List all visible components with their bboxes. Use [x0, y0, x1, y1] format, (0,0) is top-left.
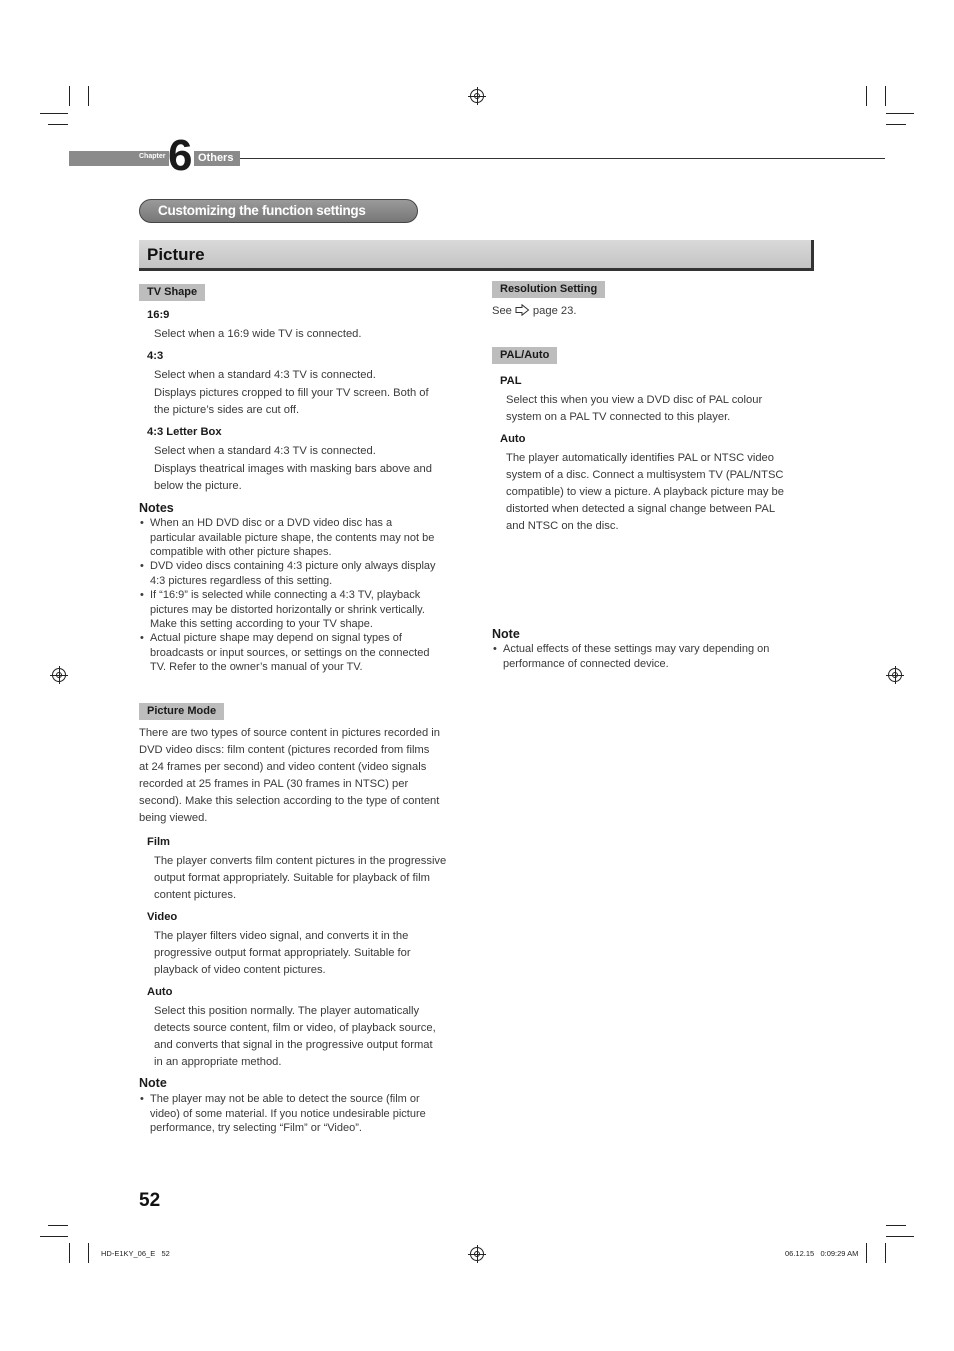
option-text — [506, 450, 816, 535]
note-line: performance, try selecting “Film” or “Video”. — [150, 1122, 362, 1134]
tag-pal-auto: PAL/Auto — [492, 347, 557, 364]
crop-mark — [866, 1243, 867, 1263]
option-label: 4:3 — [147, 350, 164, 362]
note-line: compatible with other picture shapes. — [150, 546, 332, 558]
note-line: particular available picture shape, the contents may not be — [150, 531, 435, 544]
crop-mark — [88, 86, 89, 106]
page-arrow-icon — [515, 304, 530, 316]
note-line: • The player may not be able to detect the source (film or — [150, 1093, 420, 1105]
note-bullet — [139, 631, 469, 675]
note-bullet — [139, 516, 469, 560]
option-text: Displays pictures cropped to fill your TV screen. Both of — [154, 387, 429, 399]
note-line: • Actual picture shape may depend on signal types of — [150, 632, 402, 644]
resolution-see — [492, 303, 576, 320]
page-reference-link[interactable]: page 23. — [532, 305, 577, 317]
crop-mark — [40, 113, 68, 114]
option-text: Select when a standard 4:3 TV is connected. — [154, 369, 376, 381]
text-line: system of a disc. Connect a multisystem TV (PAL/NTSC — [506, 469, 784, 481]
crop-mark — [886, 1236, 914, 1237]
crop-mark — [866, 86, 867, 106]
option-text: below the picture. — [154, 480, 242, 492]
note-line: Make this setting according to your TV shape. — [150, 618, 373, 630]
note-line: video) of some material. If you notice undesirable picture — [150, 1107, 426, 1120]
text-line: recorded at 25 frames in PAL (30 frames in NTSC) per — [139, 778, 409, 790]
tag-picture-mode: Picture Mode — [139, 703, 224, 720]
text-line: compatible) to view a picture. A playback picture may be — [506, 486, 784, 498]
note-line: performance of connected device. — [503, 657, 669, 670]
crop-mark — [48, 1225, 68, 1226]
text-line: in an appropriate method. — [154, 1056, 282, 1068]
text-line: output format appropriately. Suitable for playback of film — [154, 872, 430, 884]
note-heading: Note — [139, 1076, 167, 1090]
option-label: Video — [147, 911, 178, 923]
text-line: distorted when detected a signal change between PAL — [506, 503, 776, 515]
note-line: • If “16:9” is selected while connecting a 4:3 TV, playback — [150, 589, 421, 601]
text-line: progressive output format appropriately. Suitable for — [154, 947, 411, 959]
text-line: and converts that signal in the progressive output format — [154, 1039, 433, 1051]
tag-tv-shape: TV Shape — [139, 284, 205, 301]
option-label: PAL — [500, 375, 522, 387]
section-header — [139, 240, 814, 271]
crop-mark — [88, 1243, 89, 1263]
chapter-word: Chapter — [139, 153, 166, 160]
continued-heading: Customizing the function settings (Continued) — [139, 199, 418, 223]
chapter-title: Others — [198, 152, 234, 164]
text-line: playback of video content pictures. — [154, 964, 326, 976]
text-line: DVD video discs: film content (pictures recorded from films — [139, 744, 430, 756]
option-label: Film — [147, 836, 170, 848]
section-title: Picture — [147, 245, 205, 264]
text-line: and NTSC on the disc. — [506, 520, 619, 532]
text-line: content pictures. — [154, 889, 237, 901]
option-label: 16:9 — [147, 309, 170, 321]
crop-mark — [886, 113, 914, 114]
crop-mark — [885, 86, 886, 106]
option-text — [154, 853, 474, 904]
text-line: detects source content, film or video, of playback source, — [154, 1022, 436, 1034]
note-bullet — [492, 642, 812, 671]
chapter-rule — [240, 158, 885, 159]
option-text — [154, 928, 474, 979]
text-line: system on a PAL TV connected to this player. — [506, 411, 731, 423]
slug-left: HD-E1KY_06_E 52 — [101, 1249, 170, 1258]
page-number: 52 — [139, 1190, 161, 1211]
crop-mark — [886, 1225, 906, 1226]
crop-mark — [886, 124, 906, 125]
text-line: at 24 frames per second) and video content (video signals — [139, 761, 427, 773]
see-text: See — [492, 305, 512, 317]
notes-heading: Notes — [139, 501, 174, 515]
picture-mode-intro — [139, 725, 469, 827]
option-text: Displays theatrical images with masking bars above and — [154, 463, 432, 475]
option-text: Select when a 16:9 wide TV is connected. — [154, 328, 362, 340]
registration-mark-icon — [888, 668, 902, 682]
registration-mark-icon — [470, 89, 484, 103]
note-line: TV. Refer to the owner’s manual of your TV. — [150, 661, 363, 673]
note-bullet — [139, 559, 469, 588]
text-line: Select this position normally. The player automatically — [154, 1005, 420, 1017]
text-line: The player automatically identifies PAL or NTSC video — [506, 452, 774, 464]
option-text — [506, 392, 816, 426]
option-text: Select when a standard 4:3 TV is connected. — [154, 445, 376, 457]
crop-mark — [885, 1243, 886, 1263]
chapter-number: 6 — [168, 131, 193, 180]
note-line: broadcasts or input sources, or settings on the connected — [150, 646, 430, 659]
option-label: 4:3 Letter Box — [147, 426, 222, 438]
option-label: Auto — [500, 433, 526, 445]
text-line: Select this when you view a DVD disc of PAL colour — [506, 394, 763, 406]
tag-resolution-setting: Resolution Setting — [492, 281, 605, 298]
text-line: being viewed. — [139, 812, 208, 824]
crop-mark — [40, 1236, 68, 1237]
registration-mark-icon — [52, 668, 66, 682]
note-line: 4:3 pictures regardless of this setting. — [150, 574, 333, 587]
note-line: • When an HD DVD disc or a DVD video disc has a — [150, 517, 393, 529]
text-line: The player filters video signal, and converts it in the — [154, 930, 409, 942]
note-bullet — [139, 588, 469, 632]
note-heading: Note — [492, 627, 520, 641]
registration-mark-icon — [470, 1247, 484, 1261]
note-line: • DVD video discs containing 4:3 picture only always display — [150, 560, 436, 572]
text-line: second). Make this selection according to the type of content — [139, 795, 440, 807]
crop-mark — [69, 86, 70, 106]
crop-mark — [69, 1243, 70, 1263]
option-text — [154, 1003, 474, 1071]
option-label: Auto — [147, 986, 173, 998]
text-line: There are two types of source content in pictures recorded in — [139, 727, 440, 739]
text-line: The player converts film content pictures in the progressive — [154, 855, 447, 867]
note-line: • Actual effects of these settings may vary depending on — [503, 643, 770, 655]
note-line: pictures may be distorted horizontally or shrink vertically. — [150, 603, 425, 616]
note-bullet — [139, 1092, 469, 1136]
slug-right: 06.12.15 0:09:29 AM — [785, 1249, 859, 1258]
option-text: the picture’s sides are cut off. — [154, 404, 300, 416]
crop-mark — [48, 124, 68, 125]
